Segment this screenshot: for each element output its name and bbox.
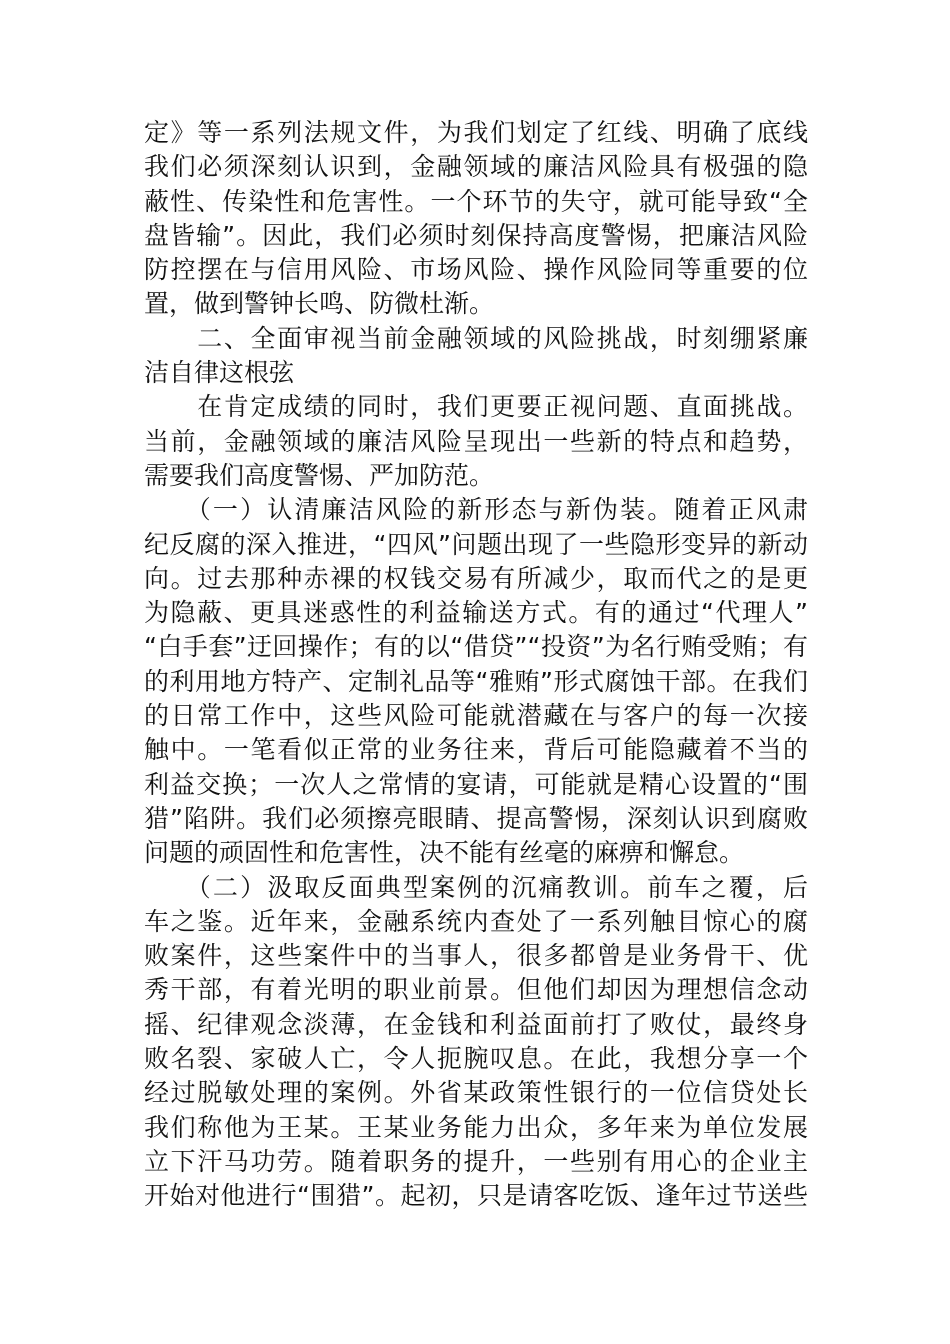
- text-line: 当前，金融领域的廉洁风险呈现出一些新的特点和趋势，: [144, 426, 808, 456]
- text-line: 向。过去那种赤裸的权钱交易有所减少，取而代之的是更: [144, 563, 808, 593]
- text-line: 触中。一笔看似正常的业务往来，背后可能隐藏着不当的: [144, 735, 808, 765]
- text-line: 利益交换；一次人之常情的宴请，可能就是精心设置的“围: [144, 769, 808, 799]
- text-line: 败名裂、家破人亡，令人扼腕叹息。在此，我想分享一个: [144, 1044, 808, 1074]
- text-line: 猎”陷阱。我们必须擦亮眼睛、提高警惕，深刻认识到腐败: [144, 803, 808, 833]
- text-line: 车之鉴。近年来，金融系统内查处了一系列触目惊心的腐: [144, 906, 808, 936]
- text-line: 置，做到警钟长鸣、防微杜渐。: [144, 289, 495, 319]
- document-page: [144, 116, 808, 1214]
- section-heading: 洁自律这根弦: [144, 358, 295, 388]
- section-heading: 二、全面审视当前金融领域的风险挑战，时刻绷紧廉: [144, 323, 808, 353]
- text-line: 开始对他进行“围猎”。起初，只是请客吃饭、逢年过节送些: [144, 1181, 808, 1211]
- subsection-heading: （二）汲取反面典型案例的沉痛教训。前车之覆，后: [144, 872, 808, 902]
- text-line: 定》等一系列法规文件，为我们划定了红线、明确了底线: [144, 118, 808, 147]
- text-line: 经过脱敏处理的案例。外省某政策性银行的一位信贷处长: [144, 1078, 808, 1108]
- text-line: 秀干部，有着光明的职业前景。但他们却因为理想信念动: [144, 975, 808, 1005]
- text-line: 为隐蔽、更具迷惑性的利益输送方式。有的通过“代理人”: [144, 598, 808, 628]
- text-line: 的利用地方特产、定制礼品等“雅贿”形式腐蚀干部。在我们: [144, 666, 808, 696]
- text-line: 问题的顽固性和危害性，决不能有丝毫的麻痹和懈怠。: [144, 838, 745, 868]
- text-line: 的日常工作中，这些风险可能就潜藏在与客户的每一次接: [144, 701, 808, 731]
- text-line: 立下汗马功劳。随着职务的提升，一些别有用心的企业主: [144, 1146, 808, 1176]
- text-line: “白手套”迂回操作；有的以“借贷”“投资”为名行贿受贿；有: [144, 632, 808, 662]
- text-line: 盘皆输”。因此，我们必须时刻保持高度警惕，把廉洁风险: [144, 220, 808, 250]
- text-line: 摇、纪律观念淡薄，在金钱和利益面前打了败仗，最终身: [144, 1009, 808, 1039]
- text-line: 需要我们高度警惕、严加防范。: [144, 460, 495, 490]
- text-line: 我们称他为王某。王某业务能力出众，多年来为单位发展: [144, 1112, 808, 1142]
- text-line: 我们必须深刻认识到，金融领域的廉洁风险具有极强的隐: [144, 152, 808, 182]
- text-line: 在肯定成绩的同时，我们更要正视问题、直面挑战。: [144, 392, 808, 422]
- text-line: 败案件，这些案件中的当事人，很多都曾是业务骨干、优: [144, 941, 808, 971]
- subsection-heading: （一）认清廉洁风险的新形态与新伪装。随着正风肃: [144, 495, 808, 525]
- text-line: 纪反腐的深入推进，“四风”问题出现了一些隐形变异的新动: [144, 529, 808, 559]
- text-line: 防控摆在与信用风险、市场风险、操作风险同等重要的位: [144, 255, 808, 285]
- text-line: 蔽性、传染性和危害性。一个环节的失守，就可能导致“全: [144, 186, 808, 216]
